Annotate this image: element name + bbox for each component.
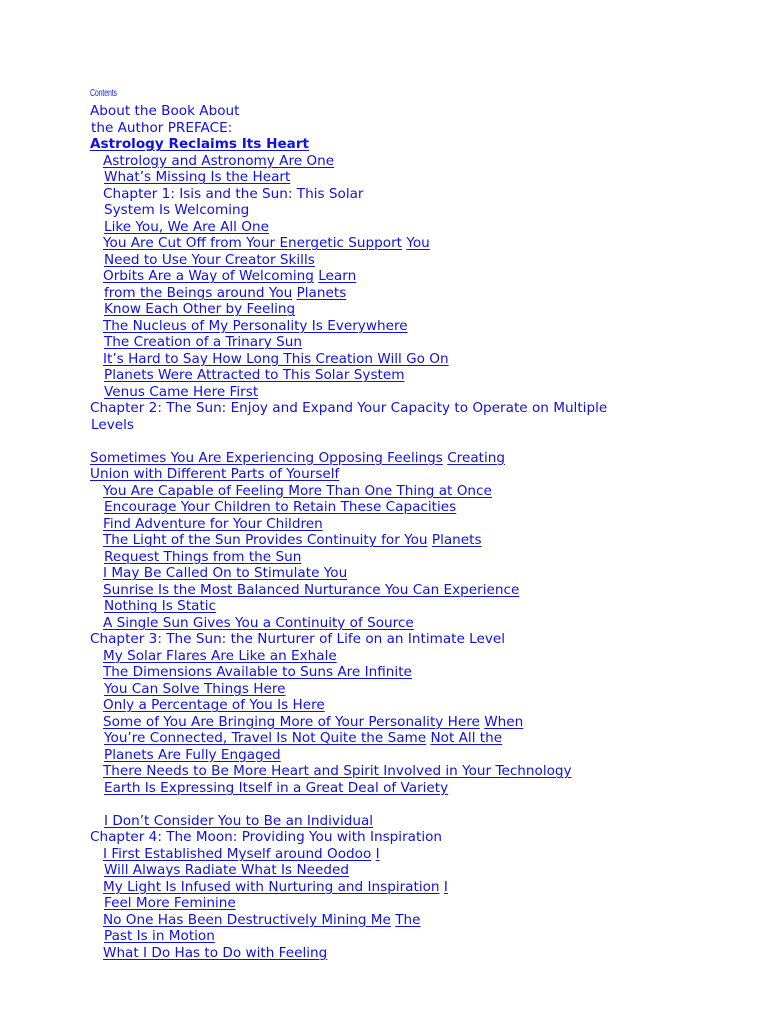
- toc-line: [103, 318, 408, 334]
- toc-line: [104, 928, 215, 944]
- toc-link[interactable]: Earth Is Expressing Itself in a Great Deal of Variety: [104, 779, 449, 796]
- toc-link[interactable]: The: [395, 911, 421, 928]
- toc-link[interactable]: Encourage Your Children to Retain These Capacities: [104, 499, 457, 515]
- toc-line: [104, 862, 349, 878]
- toc-line: [104, 219, 269, 235]
- toc-link[interactable]: Need to Use Your Creator Skills: [104, 251, 315, 268]
- toc-line: [91, 120, 232, 136]
- toc-line: [103, 615, 414, 631]
- toc-link[interactable]: I: [443, 878, 448, 895]
- toc-link[interactable]: Planets: [431, 532, 482, 548]
- toc-line: [104, 499, 456, 515]
- toc-link[interactable]: It’s Hard to Say How Long This Creation Will Go On: [103, 350, 449, 367]
- toc-link[interactable]: Planets: [296, 284, 347, 301]
- toc-link[interactable]: I May Be Called On to Stimulate You: [103, 565, 348, 581]
- toc-link[interactable]: from the Beings around You: [104, 284, 293, 301]
- toc-link[interactable]: Astrology Reclaims Its Heart: [90, 136, 310, 152]
- toc-link[interactable]: Know Each Other by Feeling: [104, 301, 296, 317]
- toc-line: [103, 648, 337, 664]
- toc-line: [103, 532, 482, 548]
- toc-line: [104, 301, 295, 317]
- toc-line: [104, 598, 216, 614]
- toc-link[interactable]: A Single Sun Gives You a Continuity of Source: [103, 614, 414, 631]
- toc-link[interactable]: What’s Missing Is the Heart: [104, 169, 291, 185]
- toc-link[interactable]: When: [484, 713, 524, 730]
- toc-link[interactable]: Like You, We Are All One: [104, 218, 269, 235]
- toc-line: [103, 697, 325, 713]
- toc-line: [104, 549, 301, 565]
- toc-link[interactable]: Astrology and Astronomy Are One: [103, 152, 335, 169]
- toc-link[interactable]: You’re Connected, Travel Is Not Quite the Same: [104, 730, 427, 746]
- toc-text: Levels: [91, 416, 134, 433]
- toc-line: [90, 450, 505, 466]
- toc-link[interactable]: The Dimensions Available to Suns Are Infinite: [103, 664, 412, 680]
- toc-link[interactable]: Past Is in Motion: [104, 928, 215, 944]
- toc-line: [103, 153, 334, 169]
- toc-text: the Author PREFACE:: [91, 119, 233, 136]
- toc-line: [103, 945, 327, 961]
- toc-link[interactable]: I Don’t Consider You to Be an Individual: [104, 812, 374, 829]
- toc-line: [90, 400, 607, 416]
- toc-link[interactable]: Planets Are Fully Engaged: [104, 746, 281, 763]
- toc-line: [103, 351, 449, 367]
- contents-label: Contents: [90, 88, 117, 99]
- toc-text: System Is Welcoming: [104, 202, 250, 218]
- toc-link[interactable]: Orbits Are a Way of Welcoming: [103, 268, 314, 284]
- toc-link[interactable]: Request Things from the Sun: [104, 548, 302, 565]
- toc-line: [103, 664, 412, 680]
- toc-line: [104, 384, 258, 400]
- toc-link[interactable]: What I Do Has to Do with Feeling: [103, 944, 328, 961]
- toc-line: [103, 714, 523, 730]
- toc-line: [104, 681, 286, 697]
- toc-text: Chapter 2: The Sun: Enjoy and Expand Your Capacity to Operate on Multiple: [90, 400, 608, 416]
- toc-line: [103, 912, 421, 928]
- toc-line: [103, 879, 448, 895]
- toc-link[interactable]: The Nucleus of My Personality Is Everywhere: [103, 317, 408, 334]
- toc-line: [104, 252, 315, 268]
- toc-line: [104, 747, 281, 763]
- toc-line: [104, 367, 404, 383]
- toc-link[interactable]: I First Established Myself around Oodoo: [103, 845, 372, 862]
- toc-link[interactable]: Venus Came Here First: [104, 383, 259, 400]
- toc-line: [104, 730, 502, 746]
- toc-line: [90, 466, 339, 482]
- toc-line: [103, 846, 380, 862]
- toc-line: [91, 417, 134, 433]
- toc-line: [103, 763, 572, 779]
- toc-line: [103, 516, 323, 532]
- toc-line: [104, 334, 302, 350]
- toc-link[interactable]: There Needs to Be More Heart and Spirit Involved in Your Technology: [103, 763, 572, 779]
- toc-link[interactable]: Nothing Is Static: [104, 598, 217, 614]
- toc-link[interactable]: The Creation of a Trinary Sun: [104, 334, 302, 350]
- toc-link[interactable]: My Light Is Infused with Nurturing and Inspiration: [103, 878, 440, 895]
- toc-link[interactable]: You Are Cut Off from Your Energetic Support: [103, 235, 403, 251]
- toc-link[interactable]: Some of You Are Bringing More of Your Personality Here: [103, 713, 480, 730]
- toc-line: [90, 829, 442, 845]
- toc-text: Chapter 3: The Sun: the Nurturer of Life on an Intimate Level: [90, 631, 506, 647]
- toc-link[interactable]: Creating: [447, 449, 506, 466]
- toc-link[interactable]: Feel More Feminine: [104, 895, 236, 911]
- toc-link[interactable]: You Can Solve Things Here: [104, 680, 286, 697]
- toc-text: Chapter 4: The Moon: Providing You with Inspiration: [90, 829, 443, 845]
- toc-line: [103, 235, 430, 251]
- toc-link[interactable]: Sunrise Is the Most Balanced Nurturance You Can Experience: [103, 581, 520, 598]
- toc-link[interactable]: The Light of the Sun Provides Continuity for You: [103, 532, 428, 548]
- toc-link[interactable]: Will Always Radiate What Is Needed: [104, 862, 349, 878]
- toc-line: [104, 780, 448, 796]
- toc-line: [90, 631, 505, 647]
- toc-line: [103, 186, 364, 202]
- toc-link[interactable]: Find Adventure for Your Children: [103, 515, 323, 532]
- toc-line: [103, 268, 356, 284]
- toc-text: Chapter 1: Isis and the Sun: This Solar: [103, 185, 364, 202]
- toc-line: [103, 483, 492, 499]
- toc-line: [104, 202, 249, 218]
- toc-line: [104, 895, 236, 911]
- toc-link[interactable]: You: [406, 235, 430, 251]
- toc-text: About the Book About: [90, 103, 240, 119]
- toc-line: [104, 285, 346, 301]
- toc-link[interactable]: Not All the: [430, 730, 503, 746]
- toc-link[interactable]: You Are Capable of Feeling More Than One Thing at Once: [103, 482, 492, 499]
- toc-link[interactable]: Only a Percentage of You Is Here: [103, 697, 325, 713]
- toc-line: [104, 169, 290, 185]
- toc-line: [104, 813, 373, 829]
- toc-link[interactable]: Union with Different Parts of Yourself: [90, 466, 340, 482]
- toc-link[interactable]: Sometimes You Are Experiencing Opposing Feelings: [90, 449, 443, 466]
- toc-line: [90, 136, 309, 152]
- toc-link[interactable]: Planets Were Attracted to This Solar System: [104, 367, 405, 383]
- toc-link[interactable]: No One Has Been Destructively Mining Me: [103, 911, 391, 928]
- toc-link[interactable]: Learn: [318, 268, 357, 284]
- toc-line: [90, 103, 240, 119]
- toc-line: [103, 582, 519, 598]
- toc-link[interactable]: I: [375, 845, 380, 862]
- toc-line: [103, 565, 347, 581]
- toc-link[interactable]: My Solar Flares Are Like an Exhale: [103, 647, 337, 664]
